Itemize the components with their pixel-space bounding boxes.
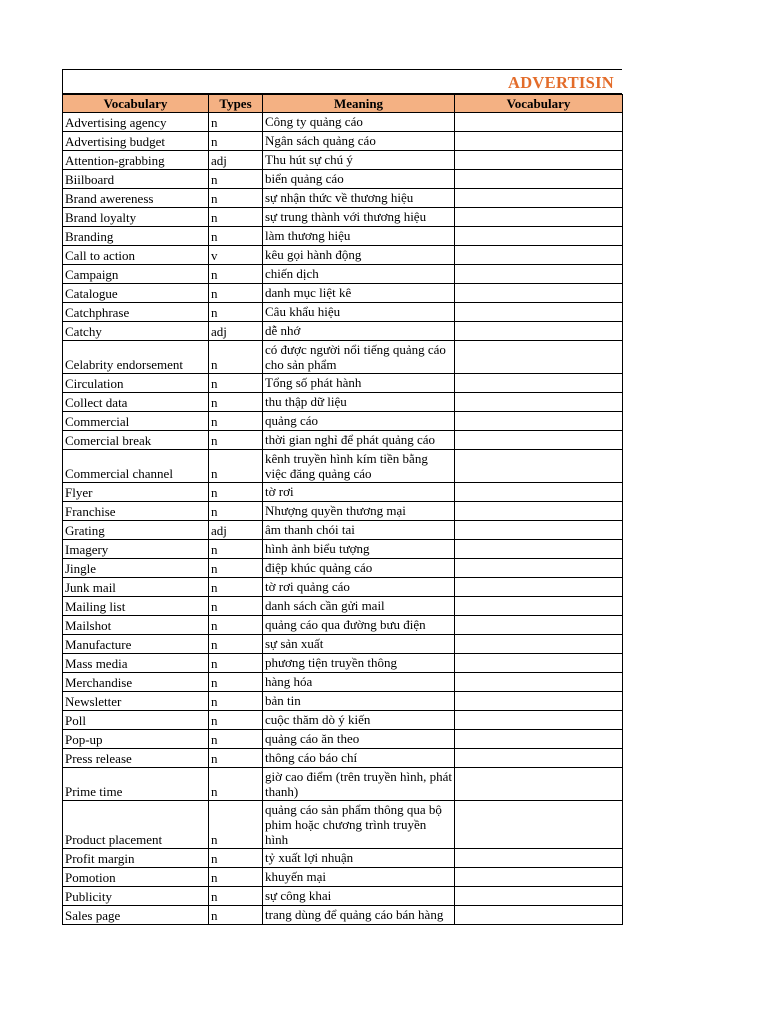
empty-vocabulary-cell <box>455 303 623 322</box>
table-row <box>63 208 623 227</box>
empty-vocabulary-cell <box>455 673 623 692</box>
meaning-cell: chiến dịch <box>263 265 455 284</box>
meaning-cell: tỷ xuất lợi nhuận <box>263 849 455 868</box>
vocabulary-cell: Collect data <box>63 393 209 412</box>
type-cell: n <box>209 502 263 521</box>
meaning-cell: sự sản xuất <box>263 635 455 654</box>
empty-vocabulary-cell <box>455 189 623 208</box>
sheet-title: ADVERTISIN <box>508 73 615 92</box>
meaning-cell: kênh truyền hình kím tiền bằng việc đăng quảng cáo <box>263 450 455 483</box>
vocabulary-cell: Profit margin <box>63 849 209 868</box>
table-row <box>63 113 623 132</box>
table-row <box>63 692 623 711</box>
vocabulary-cell: Publicity <box>63 887 209 906</box>
empty-vocabulary-cell <box>455 265 623 284</box>
empty-vocabulary-cell <box>455 578 623 597</box>
vocabulary-cell: Brand loyalty <box>63 208 209 227</box>
vocabulary-sheet <box>62 69 622 925</box>
meaning-cell: tờ rơi <box>263 483 455 502</box>
meaning-cell: làm thương hiệu <box>263 227 455 246</box>
table-row <box>63 578 623 597</box>
vocabulary-cell: Pomotion <box>63 868 209 887</box>
vocabulary-cell: Celabrity endorsement <box>63 341 209 374</box>
empty-vocabulary-cell <box>455 559 623 578</box>
table-row <box>63 265 623 284</box>
empty-vocabulary-cell <box>455 450 623 483</box>
type-cell: n <box>209 749 263 768</box>
type-cell: adj <box>209 521 263 540</box>
meaning-cell: phương tiện truyền thông <box>263 654 455 673</box>
meaning-cell: có được người nổi tiếng quảng cáo cho sản phẩm <box>263 341 455 374</box>
type-cell: n <box>209 483 263 502</box>
table-row <box>63 341 623 374</box>
vocabulary-cell: Product placement <box>63 801 209 849</box>
table-row <box>63 483 623 502</box>
meaning-cell: quảng cáo sản phẩm thông qua bộ phim hoặc chương trình truyền hình <box>263 801 455 849</box>
meaning-cell: biển quảng cáo <box>263 170 455 189</box>
meaning-cell: danh mục liệt kê <box>263 284 455 303</box>
table-body <box>63 113 623 925</box>
empty-vocabulary-cell <box>455 768 623 801</box>
meaning-cell: Thu hút sự chú ý <box>263 151 455 170</box>
table-row <box>63 502 623 521</box>
table-row <box>63 749 623 768</box>
type-cell: n <box>209 654 263 673</box>
vocabulary-cell: Call to action <box>63 246 209 265</box>
empty-vocabulary-cell <box>455 341 623 374</box>
table-row <box>63 151 623 170</box>
meaning-cell: dễ nhớ <box>263 322 455 341</box>
type-cell: n <box>209 132 263 151</box>
empty-vocabulary-cell <box>455 521 623 540</box>
type-cell: n <box>209 887 263 906</box>
empty-vocabulary-cell <box>455 151 623 170</box>
table-row <box>63 132 623 151</box>
type-cell: n <box>209 673 263 692</box>
type-cell: v <box>209 246 263 265</box>
table-row <box>63 246 623 265</box>
meaning-cell: Ngân sách quảng cáo <box>263 132 455 151</box>
vocabulary-cell: Brand awereness <box>63 189 209 208</box>
type-cell: n <box>209 540 263 559</box>
empty-vocabulary-cell <box>455 597 623 616</box>
type-cell: n <box>209 265 263 284</box>
type-cell: n <box>209 341 263 374</box>
type-cell: n <box>209 692 263 711</box>
type-cell: n <box>209 868 263 887</box>
vocabulary-cell: Poll <box>63 711 209 730</box>
table-row <box>63 540 623 559</box>
type-cell: n <box>209 208 263 227</box>
meaning-cell: Tổng số phát hành <box>263 374 455 393</box>
header-types: Types <box>209 95 263 113</box>
table-row <box>63 227 623 246</box>
table-row <box>63 284 623 303</box>
meaning-cell: cuộc thăm dò ý kiến <box>263 711 455 730</box>
vocabulary-cell: Campaign <box>63 265 209 284</box>
empty-vocabulary-cell <box>455 113 623 132</box>
empty-vocabulary-cell <box>455 246 623 265</box>
vocabulary-cell: Sales page <box>63 906 209 925</box>
meaning-cell: thời gian nghỉ để phát quảng cáo <box>263 431 455 450</box>
meaning-cell: âm thanh chói tai <box>263 521 455 540</box>
empty-vocabulary-cell <box>455 502 623 521</box>
meaning-cell: thông cáo báo chí <box>263 749 455 768</box>
type-cell: n <box>209 616 263 635</box>
table-row <box>63 450 623 483</box>
meaning-cell: giờ cao điểm (trên truyền hình, phát thanh) <box>263 768 455 801</box>
vocabulary-cell: Jingle <box>63 559 209 578</box>
type-cell: n <box>209 849 263 868</box>
table-row <box>63 393 623 412</box>
meaning-cell: trang dùng để quảng cáo bán hàng <box>263 906 455 925</box>
vocabulary-cell: Mass media <box>63 654 209 673</box>
table-row <box>63 322 623 341</box>
vocabulary-cell: Catchy <box>63 322 209 341</box>
vocabulary-cell: Mailshot <box>63 616 209 635</box>
vocabulary-cell: Newsletter <box>63 692 209 711</box>
type-cell: n <box>209 189 263 208</box>
vocabulary-cell: Press release <box>63 749 209 768</box>
empty-vocabulary-cell <box>455 540 623 559</box>
vocabulary-cell: Biilboard <box>63 170 209 189</box>
type-cell: n <box>209 711 263 730</box>
vocabulary-cell: Commercial channel <box>63 450 209 483</box>
table-row <box>63 521 623 540</box>
meaning-cell: sự trung thành với thương hiệu <box>263 208 455 227</box>
empty-vocabulary-cell <box>455 801 623 849</box>
table-row <box>63 189 623 208</box>
table-row <box>63 906 623 925</box>
type-cell: n <box>209 170 263 189</box>
empty-vocabulary-cell <box>455 393 623 412</box>
table-row <box>63 730 623 749</box>
empty-vocabulary-cell <box>455 483 623 502</box>
empty-vocabulary-cell <box>455 227 623 246</box>
meaning-cell: kêu gọi hành động <box>263 246 455 265</box>
vocabulary-cell: Mailing list <box>63 597 209 616</box>
empty-vocabulary-cell <box>455 749 623 768</box>
empty-vocabulary-cell <box>455 849 623 868</box>
type-cell: n <box>209 450 263 483</box>
meaning-cell: Câu khẩu hiệu <box>263 303 455 322</box>
table-row <box>63 412 623 431</box>
empty-vocabulary-cell <box>455 322 623 341</box>
table-row <box>63 635 623 654</box>
empty-vocabulary-cell <box>455 654 623 673</box>
table-row <box>63 374 623 393</box>
table-row <box>63 673 623 692</box>
empty-vocabulary-cell <box>455 730 623 749</box>
table-row <box>63 170 623 189</box>
type-cell: n <box>209 559 263 578</box>
vocabulary-cell: Prime time <box>63 768 209 801</box>
type-cell: n <box>209 374 263 393</box>
meaning-cell: sự công khai <box>263 887 455 906</box>
table-row <box>63 801 623 849</box>
vocabulary-cell: Advertising agency <box>63 113 209 132</box>
vocabulary-cell: Branding <box>63 227 209 246</box>
meaning-cell: bản tin <box>263 692 455 711</box>
vocabulary-cell: Circulation <box>63 374 209 393</box>
empty-vocabulary-cell <box>455 208 623 227</box>
empty-vocabulary-cell <box>455 887 623 906</box>
meaning-cell: Nhượng quyền thương mại <box>263 502 455 521</box>
type-cell: n <box>209 906 263 925</box>
vocabulary-cell: Catalogue <box>63 284 209 303</box>
table-row <box>63 654 623 673</box>
type-cell: n <box>209 113 263 132</box>
empty-vocabulary-cell <box>455 170 623 189</box>
table-row <box>63 597 623 616</box>
meaning-cell: hình ảnh biểu tượng <box>263 540 455 559</box>
type-cell: n <box>209 768 263 801</box>
vocabulary-cell: Junk mail <box>63 578 209 597</box>
vocabulary-cell: Attention-grabbing <box>63 151 209 170</box>
vocabulary-cell: Comercial break <box>63 431 209 450</box>
vocabulary-cell: Commercial <box>63 412 209 431</box>
meaning-cell: điệp khúc quảng cáo <box>263 559 455 578</box>
empty-vocabulary-cell <box>455 412 623 431</box>
empty-vocabulary-cell <box>455 431 623 450</box>
table-row <box>63 887 623 906</box>
vocabulary-cell: Imagery <box>63 540 209 559</box>
vocabulary-cell: Franchise <box>63 502 209 521</box>
vocabulary-table <box>62 94 623 925</box>
type-cell: n <box>209 578 263 597</box>
type-cell: n <box>209 730 263 749</box>
type-cell: n <box>209 801 263 849</box>
type-cell: n <box>209 635 263 654</box>
table-row <box>63 559 623 578</box>
meaning-cell: quảng cáo qua đường bưu điện <box>263 616 455 635</box>
table-row <box>63 616 623 635</box>
table-row <box>63 868 623 887</box>
empty-vocabulary-cell <box>455 284 623 303</box>
vocabulary-cell: Advertising budget <box>63 132 209 151</box>
meaning-cell: hàng hóa <box>263 673 455 692</box>
header-row <box>63 95 623 113</box>
type-cell: adj <box>209 151 263 170</box>
type-cell: adj <box>209 322 263 341</box>
table-row <box>63 431 623 450</box>
vocabulary-cell: Merchandise <box>63 673 209 692</box>
type-cell: n <box>209 284 263 303</box>
type-cell: n <box>209 303 263 322</box>
table-row <box>63 711 623 730</box>
empty-vocabulary-cell <box>455 711 623 730</box>
vocabulary-cell: Manufacture <box>63 635 209 654</box>
vocabulary-cell: Grating <box>63 521 209 540</box>
type-cell: n <box>209 597 263 616</box>
meaning-cell: khuyến mại <box>263 868 455 887</box>
meaning-cell: thu thập dữ liệu <box>263 393 455 412</box>
title-row <box>62 69 622 94</box>
meaning-cell: quảng cáo <box>263 412 455 431</box>
type-cell: n <box>209 227 263 246</box>
empty-vocabulary-cell <box>455 635 623 654</box>
table-row <box>63 849 623 868</box>
type-cell: n <box>209 431 263 450</box>
header-meaning: Meaning <box>263 95 455 113</box>
vocabulary-cell: Catchphrase <box>63 303 209 322</box>
empty-vocabulary-cell <box>455 132 623 151</box>
meaning-cell: quảng cáo ăn theo <box>263 730 455 749</box>
vocabulary-cell: Flyer <box>63 483 209 502</box>
header-vocabulary-2: Vocabulary <box>455 95 623 113</box>
empty-vocabulary-cell <box>455 868 623 887</box>
meaning-cell: tờ rơi quảng cáo <box>263 578 455 597</box>
table-row <box>63 303 623 322</box>
empty-vocabulary-cell <box>455 374 623 393</box>
type-cell: n <box>209 412 263 431</box>
meaning-cell: Công ty quảng cáo <box>263 113 455 132</box>
empty-vocabulary-cell <box>455 692 623 711</box>
meaning-cell: sự nhận thức về thương hiệu <box>263 189 455 208</box>
type-cell: n <box>209 393 263 412</box>
table-row <box>63 768 623 801</box>
header-vocabulary: Vocabulary <box>63 95 209 113</box>
meaning-cell: danh sách cần gửi mail <box>263 597 455 616</box>
empty-vocabulary-cell <box>455 616 623 635</box>
vocabulary-cell: Pop-up <box>63 730 209 749</box>
empty-vocabulary-cell <box>455 906 623 925</box>
